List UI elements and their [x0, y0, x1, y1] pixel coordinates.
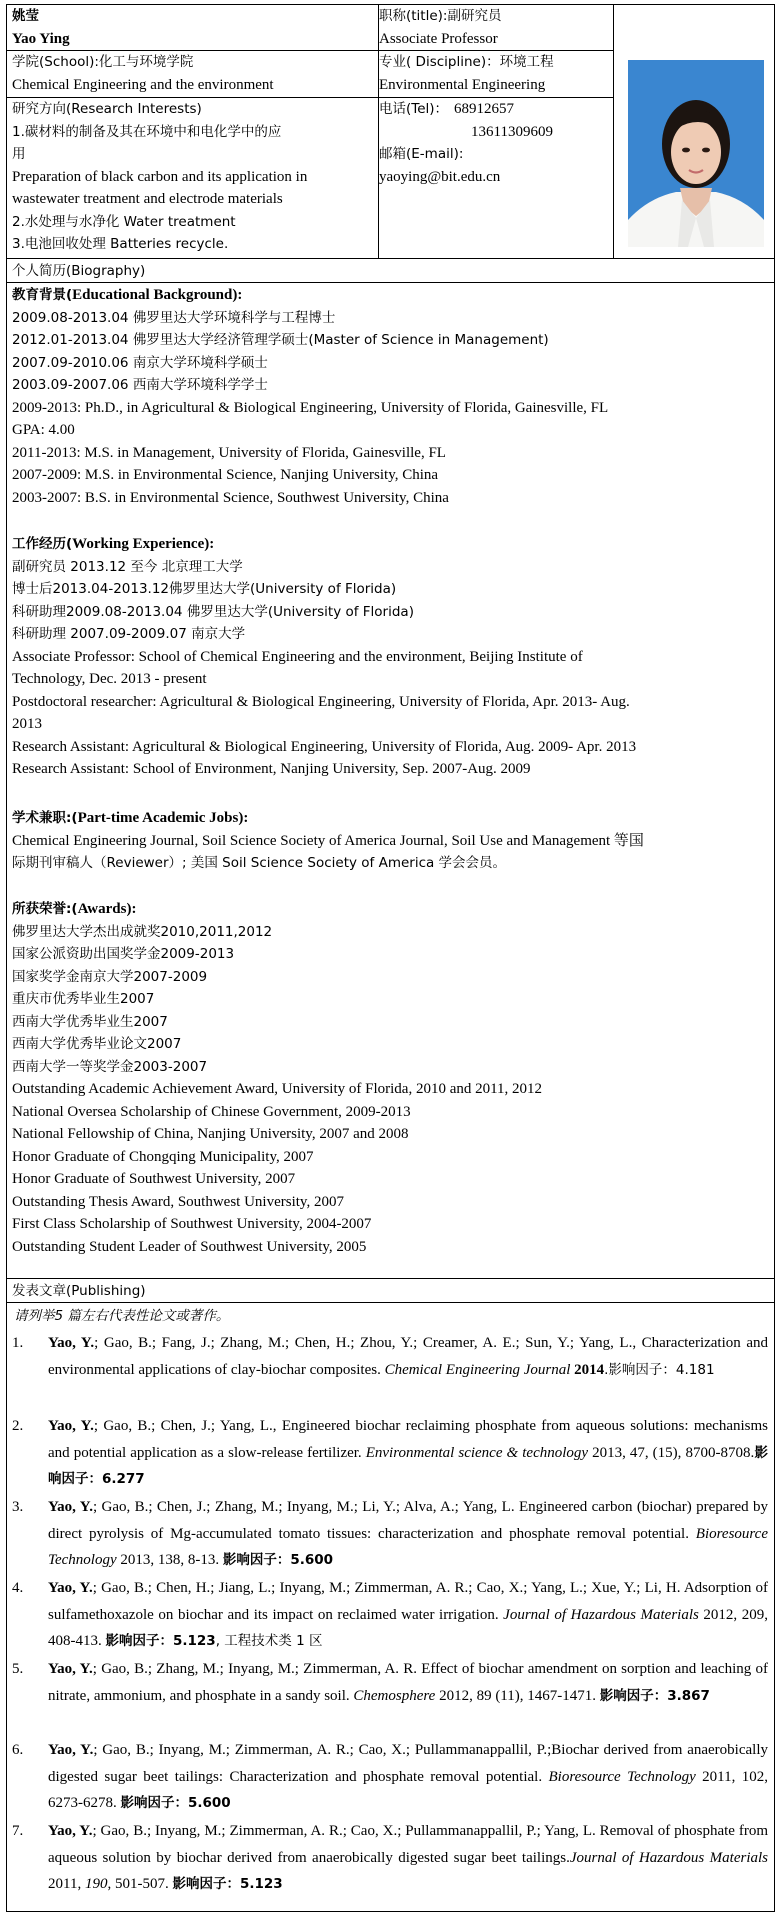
work-item: 科研助理 2007.09-2009.07 南京大学: [12, 626, 246, 642]
awards-section: [12, 898, 764, 1258]
cv-page: 姚莹 Yao Ying 职称(title):副研究员 Associate Professor 学院(School):化工与环境学院 Chemical Engineering and the environment 专业( Discipline)：环境工程 Environmental Engineering 研究方向(Research Interests) 1.碳材料的制备及其在环境中和电化学中的应 用 Preparation of black carbon and its application in wastewater treatment and electrode materials 2.水处理与水净化 Water treatment 3.电池回收处理 Batteries recycle. 电话(Tel)： 68912657 13611309609 邮箱(E-mail): yaoying@bit.edu.cn 个人简历(Biography) 教育背景(Educational Background): 2009.08-2013.04 佛罗里达大学环境科学与工程博士 2012.01-2013.04 佛罗里达大学经济管理学硕士(Master of Science in Management) 2007.09-2010.06 南京大学环境科学硕士 2003.09-2007.06 西南大学环境科学学士 2009-2013: Ph.D., in Agricultural & Biological Engineering, University of Florida, Gainesville, FL GPA: 4.00 2011-2013: M.S. in Management, University of Florida, Gainesville, FL 2007-2009: M.S. in Environmental Science, Nanjing University, China 2003-2007: B.S. in Environmental Science, Southwest University, China 工作经历(Working Experience): 副研究员 2013.12 至今 北京理工大学 博士后2013.04-2013.12佛罗里达大学(University of Florida) 科研助理2009.08-2013.04 佛罗里达大学(University of Florida) 科研助理 2007.09-2009.07 南京大学 Associate Professor: School of Chemical Engineering and the environment, Beijing Institute of Technology, Dec. 2013 - present Postdoctoral researcher: Agricultural & Biological Engineering, University of Florida, Apr. 2013- Aug. 2013 Research Assistant: Agricultural & Biological Engineering, University of Florida, Aug. 2009- Apr. 2013 Research Assistant: School of Environment, Nanjing University, Sep. 2007-Aug. 2009 学术兼职:(Part-time Academic Jobs): Chemical Engineering Journal, Soil Science Society of America Journal, Soil Use and Management 等国 际期刊审稿人（Reviewer）; 美国 Soil Science Society of America 学会会员。 所获荣誉:(Awards): 佛罗里达大学杰出成就奖2010,2011,2012 国家公派资助出国奖学金2009-2013 国家奖学金南京大学2007-2009 重庆市优秀毕业生2007 西南大学优秀毕业生2007 西南大学优秀毕业论文2007 西南大学一等奖学金2003-2007 Outstanding Academic Achievement Award, University of Florida, 2010 and 2011, 2012 National Oversea Scholarship of Chinese Government, 2009-2013 National Fellowship of China, Nanjing University, 2007 and 2008 Honor Graduate of Chongqing Municipality, 2007 Honor Graduate of Southwest University, 2007 Outstanding Thesis Award, Southwest University, 2007 First Class Scholarship of Southwest University, 2004-2007 Outstanding Student Leader of Southwest University, 2005 发表文章(Publishing) 请列举5 篇左右代表性论文或著作。 1. Yao, Y.; Gao, B.; Fang, J.; Zhang, M.; Chen, H.; Zhou, Y.; Creamer, A. E.; Sun, Y.; Yang, L., Characterization and environmental applications of clay-biochar composites. Chemical Engineering Journal 2014.影响因子：4.181 2. Yao, Y.; Gao, B.; Chen, J.; Yang, L., Engineered biochar reclaiming phosphate from aqueous solutions: mechanisms and potential application as a slow-release fertilizer. Environmental science & technology 2013, 47, (15), 8700-8708.影响因子：6.277 3. Yao, Y.; Gao, B.; Chen, J.; Zhang, M.; Inyang, M.; Li, Y.; Alva, A.; Yang, L. Engineered carbon (biochar) prepared by direct pyrolysis of Mg-accumulated tomato tissues: characterization and phosphate removal potential. Bioresource Technology 2013, 138, 8-13. 影响因子：5.600 4. Yao, Y.; Gao, B.; Chen, H.; Jiang, L.; Inyang, M.; Zimmerman, A. R.; Cao, X.; Yang, L.; Xue, Y.; Li, H. Adsorption of sulfamethoxazole on biochar and its impact on reclaimed water irrigation. Journal of Hazardous Materials 2012, 209, 408-413. 影响因子：5.123, 工程技术类 1 区 5. Yao, Y.; Gao, B.; Zhang, M.; Inyang, M.; Zimmerman, A. R. Effect of biochar amendment on sorption and leaching of nitrate, ammonium, and phosphate in a sandy soil. Chemosphere 2012, 89 (11), 1467-1471. 影响因子：3.867 6. Yao, Y.; Gao, B.; Inyang, M.; Zimmerman, A. R.; Cao, X.; Pullammanappallil, P.;Biochar derived from anaerobically digested sugar beet tailings: Characterization and phosphate removal potential. Bioresource Technology 2011, 102, 6273-6278. 影响因子：5.600 7. Yao, Y.; Gao, B.; Inyang, M.; Zimmerman, A. R.; Cao, X.; Pullammanappallil, P.; Yang, L. Removal of phosphate from aqueous solution by biochar derived from anaerobically digested sugar beet tailings.Journal of Hazardous Materials 2011, 190, 501-507. 影响因子：5.123: [0, 0, 781, 1917]
award-item: Outstanding Academic Achievement Award, University of Florida, 2010 and 2011, 2012: [12, 1081, 543, 1097]
award-item: 佛罗里达大学杰出成就奖2010,2011,2012: [12, 923, 273, 940]
award-item: 重庆市优秀毕业生2007: [12, 991, 155, 1007]
work-section: [12, 533, 764, 781]
work-item: Research Assistant: School of Environment, Nanjing University, Sep. 2007-Aug. 2009: [12, 761, 531, 777]
work-item: 2013: [12, 716, 42, 732]
award-item: 西南大学优秀毕业论文2007: [12, 1036, 182, 1052]
education-item: 2003-2007: B.S. in Environmental Science, Southwest University, China: [12, 489, 449, 506]
work-item: Postdoctoral researcher: Agricultural & Biological Engineering, University of Florida, Apr. 2013- Aug.: [12, 693, 630, 710]
work-item: Associate Professor: School of Chemical Engineering and the environment, Beijing Institute of: [12, 648, 583, 665]
tel-2: 13611309609: [471, 123, 553, 140]
tel-label: 电话(Tel)：: [379, 101, 449, 117]
header-divider-2: [613, 4, 614, 258]
biography-label: 个人简历(Biography): [12, 263, 146, 279]
award-item: 西南大学一等奖学金2003-2007: [12, 1058, 208, 1075]
work-heading: 工作经历(Working Experience):: [12, 536, 215, 552]
work-item: 科研助理2009.08-2013.04 佛罗里达大学(University of Florida): [12, 603, 414, 620]
publishing-label: 发表文章(Publishing): [12, 1283, 146, 1299]
contact-cell: [379, 98, 553, 188]
name-cell: [12, 5, 70, 50]
education-item: 2003.09-2007.06 西南大学环境科学学士: [12, 377, 268, 393]
education-item: 2009.08-2013.04 佛罗里达大学环境科学与工程博士: [12, 309, 336, 326]
education-item: 2007.09-2010.06 南京大学环境科学硕士: [12, 354, 268, 371]
portrait-image: [628, 60, 764, 247]
award-item: Honor Graduate of Southwest University, 2007: [12, 1171, 296, 1187]
award-item: Outstanding Thesis Award, Southwest University, 2007: [12, 1193, 344, 1210]
education-item: GPA: 4.00: [12, 422, 75, 438]
award-item: Honor Graduate of Chongqing Municipality, 2007: [12, 1148, 314, 1165]
award-item: First Class Scholarship of Southwest University, 2004-2007: [12, 1216, 372, 1232]
jobs-heading: 学术兼职:(Part-time Academic Jobs):: [12, 810, 249, 826]
title-label: 职称(title):副研究员: [379, 8, 502, 24]
school-en: Chemical Engineering and the environment: [12, 76, 274, 93]
school-cell: [12, 51, 274, 96]
award-item: National Oversea Scholarship of Chinese Government, 2009-2013: [12, 1103, 411, 1120]
discipline-cell: [379, 51, 554, 96]
education-section: [12, 284, 764, 509]
award-item: 西南大学优秀毕业生2007: [12, 1013, 168, 1030]
award-item: National Fellowship of China, Nanjing University, 2007 and 2008: [12, 1126, 409, 1142]
award-item: 国家公派资助出国奖学金2009-2013: [12, 946, 235, 962]
research-item: 3.电池回收处理 Batteries recycle.: [12, 236, 229, 252]
school-label: 学院(School):化工与环境学院: [12, 54, 194, 70]
email-label: 邮箱(E-mail):: [379, 146, 464, 162]
award-item: Outstanding Student Leader of Southwest University, 2005: [12, 1238, 367, 1255]
publishing-instruction: 请列举5 篇左右代表性论文或著作。: [14, 1308, 230, 1324]
title-cell: [379, 5, 501, 50]
jobs-item: 际期刊审稿人（Reviewer）; 美国 Soil Science Society of America 学会会员。: [12, 855, 507, 871]
work-item: 博士后2013.04-2013.12佛罗里达大学(University of Florida): [12, 581, 397, 597]
title-en: Associate Professor: [379, 30, 498, 47]
header-bottom-line: [6, 258, 775, 259]
education-item: 2012.01-2013.04 佛罗里达大学经济管理学硕士(Master of Science in Management): [12, 332, 549, 348]
jobs-section: [12, 807, 764, 875]
name-cn: 姚莹: [12, 8, 39, 24]
research-label: 研究方向(Research Interests): [12, 101, 202, 117]
research-item: 1.碳材料的制备及其在环境中和电化学中的应: [12, 123, 282, 140]
discipline-label: 专业( Discipline)：环境工程: [379, 54, 554, 70]
email-link[interactable]: yaoying@bit.edu.cn: [379, 168, 501, 185]
work-item: Technology, Dec. 2013 - present: [12, 671, 207, 687]
education-item: 2011-2013: M.S. in Management, University of Florida, Gainesville, FL: [12, 444, 446, 461]
research-item: Preparation of black carbon and its application in: [12, 168, 308, 185]
awards-heading: 所获荣誉:(Awards):: [12, 901, 137, 917]
jobs-item: Chemical Engineering Journal, Soil Science Society of America Journal, Soil Use and Management 等国: [12, 832, 644, 849]
research-item: 2.水处理与水净化 Water treatment: [12, 213, 236, 230]
work-item: 副研究员 2013.12 至今 北京理工大学: [12, 558, 243, 575]
research-cell: [12, 98, 374, 256]
research-item: wastewater treatment and electrode materials: [12, 191, 283, 207]
profile-photo: [628, 60, 764, 247]
work-item: Research Assistant: Agricultural & Biological Engineering, University of Florida, Aug. 2009- Apr. 2013: [12, 738, 637, 755]
education-heading: 教育背景(Educational Background):: [12, 287, 243, 303]
discipline-en: Environmental Engineering: [379, 76, 546, 93]
research-item: 用: [12, 146, 26, 162]
name-en: Yao Ying: [12, 30, 70, 47]
education-item: 2007-2009: M.S. in Environmental Science, Nanjing University, China: [12, 467, 439, 483]
award-item: 国家奖学金南京大学2007-2009: [12, 968, 208, 985]
tel-1: 68912657: [454, 101, 515, 117]
publishing-top-line: [6, 1278, 775, 1279]
education-item: 2009-2013: Ph.D., in Agricultural & Biological Engineering, University of Florida, Gainesville, FL: [12, 399, 609, 416]
